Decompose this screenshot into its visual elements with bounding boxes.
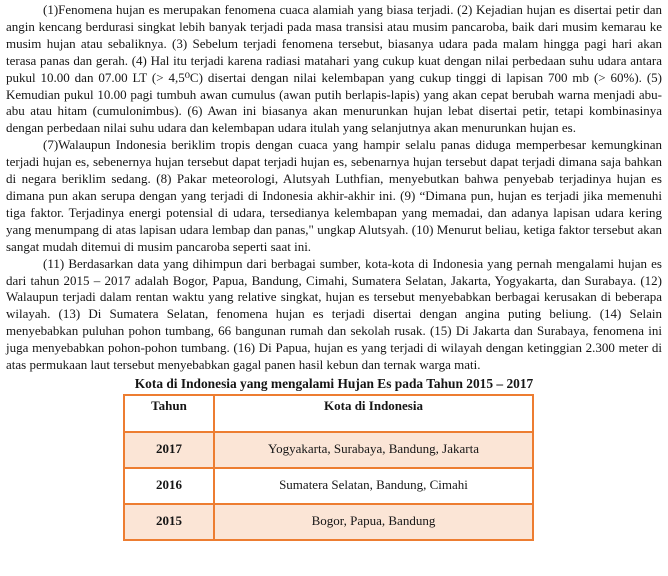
paragraph-1: (1)Fenomena hujan es merupakan fenomena cuaca alamiah yang biasa terjadi. (2) Kejadian hujan es disertai petir dan angin kencang berdurasi singkat lebih banyak terjadi pada masa transisi atau musim pancaroba, baik dari musim kemarau ke musim hujan atau sebaliknya. (3) Sebelum terjadi fenomena tersebut, biasanya udara pada malam hingga pagi hari akan terasa panas dan gerah. (4) Hal itu terjadi karena radiasi matahari yang cukup kuat dengan nilai perbedaan suhu udara antara pukul 10.00 dan 07.00 LT (> 4,5⁰C) disertai dengan nilai kelembapan yang cukup tinggi di lapisan 700 mb (> 60%). (5) Kemudian pukul 10.00 pagi tumbuh awan cumulus (awan putih berlapis-lapis) yang akan cepat berubah warna menjadi abu-abu atau hitam (cumulonimbus). (6) Awan ini biasanya akan menurunkan hujan lebat disertai petir, tetapi kombinasinya dengan perbedaan nilai suhu udara dan kelembapan udara itulah yang selanjutnya akan menurunkan hujan es. (6, 2, 662, 136)
table-cell-year-2017: 2017 (124, 432, 214, 468)
table-row (124, 468, 533, 504)
table-title: Kota di Indonesia yang mengalami Hujan Es pada Tahun 2015 – 2017 (134, 375, 534, 391)
paragraph-3: (11) Berdasarkan data yang dihimpun dari berbagai sumber, kota-kota di Indonesia yang pernah mengalami hujan es dari tahun 2015 – 2017 adalah Bogor, Papua, Bandung, Cimahi, Sumatera Selatan, Jakarta, Yogyakarta, dan Surabaya. (12) Walaupun terjadi dalam rentan waktu yang relative singkat, hujan es tersebut menyebabkan berbagai kerusakan di beberapa wilayah. (13) Di Sumatera Selatan, fenomena hujan es terjadi disertai dengan angina puting beliung. (14) Selain menyebabkan puluhan pohon tumbang, 66 bangunan rumah dan sekolah rusak. (15) Di Jakarta dan Surabaya, fenomena ini juga menyebabkan pohon-pohon tumbang. (16) Di Papua, hujan es yang terjadi di wilayah dengan ketinggian 2.300 meter di atas permukaan laut tersebut menyebabkan gagal panen hasil kebun dan ternak warga mati. (6, 255, 662, 373)
table-row (124, 432, 533, 468)
table-cell-cities-2017: Yogyakarta, Surabaya, Bandung, Jakarta (214, 432, 533, 468)
table-cell-cities-2016: Sumatera Selatan, Bandung, Cimahi (214, 468, 533, 504)
hail-cities-table (123, 394, 534, 541)
table-cell-cities-2015: Bogor, Papua, Bandung (214, 504, 533, 540)
table-header-year: Tahun (124, 395, 214, 432)
paragraph-2: (7)Walaupun Indonesia beriklim tropis dengan cuaca yang hampir selalu panas diduga memperbesar kemungkinan terjadi hujan es, sebenernya hujan tersebut dapat terjadi hujan es, sebenarnya hujan tersebut dapat terjadi dimana saja bahkan di negara beriklim sedang. (8) Pakar meteorologi, Alutsyah Luthfian, menyebutkan bahwa penyebab terjadinya hujan es dimana pun akan serupa dengan yang terjadi di Indonesia akhir-akhir ini. (9) “Dimana pun, hujan es terjadi jika memenuhi tiga faktor. Terjadinya energi potensial di udara, tersedianya kelembapan yang memadai, dan adanya lapisan udara kering yang menumpang di atas lapisan udara lembap dan panas," ungkap Alutsyah. (10) Menurut beliau, ketiga faktor tersebut akan sangat mudah ditemui di musim pancaroba seperti saat ini. (6, 137, 662, 254)
table-cell-year-2015: 2015 (124, 504, 214, 540)
table-row (124, 504, 533, 540)
table-header-cities: Kota di Indonesia (214, 395, 533, 432)
table-header-row (124, 395, 533, 432)
table-cell-year-2016: 2016 (124, 468, 214, 504)
